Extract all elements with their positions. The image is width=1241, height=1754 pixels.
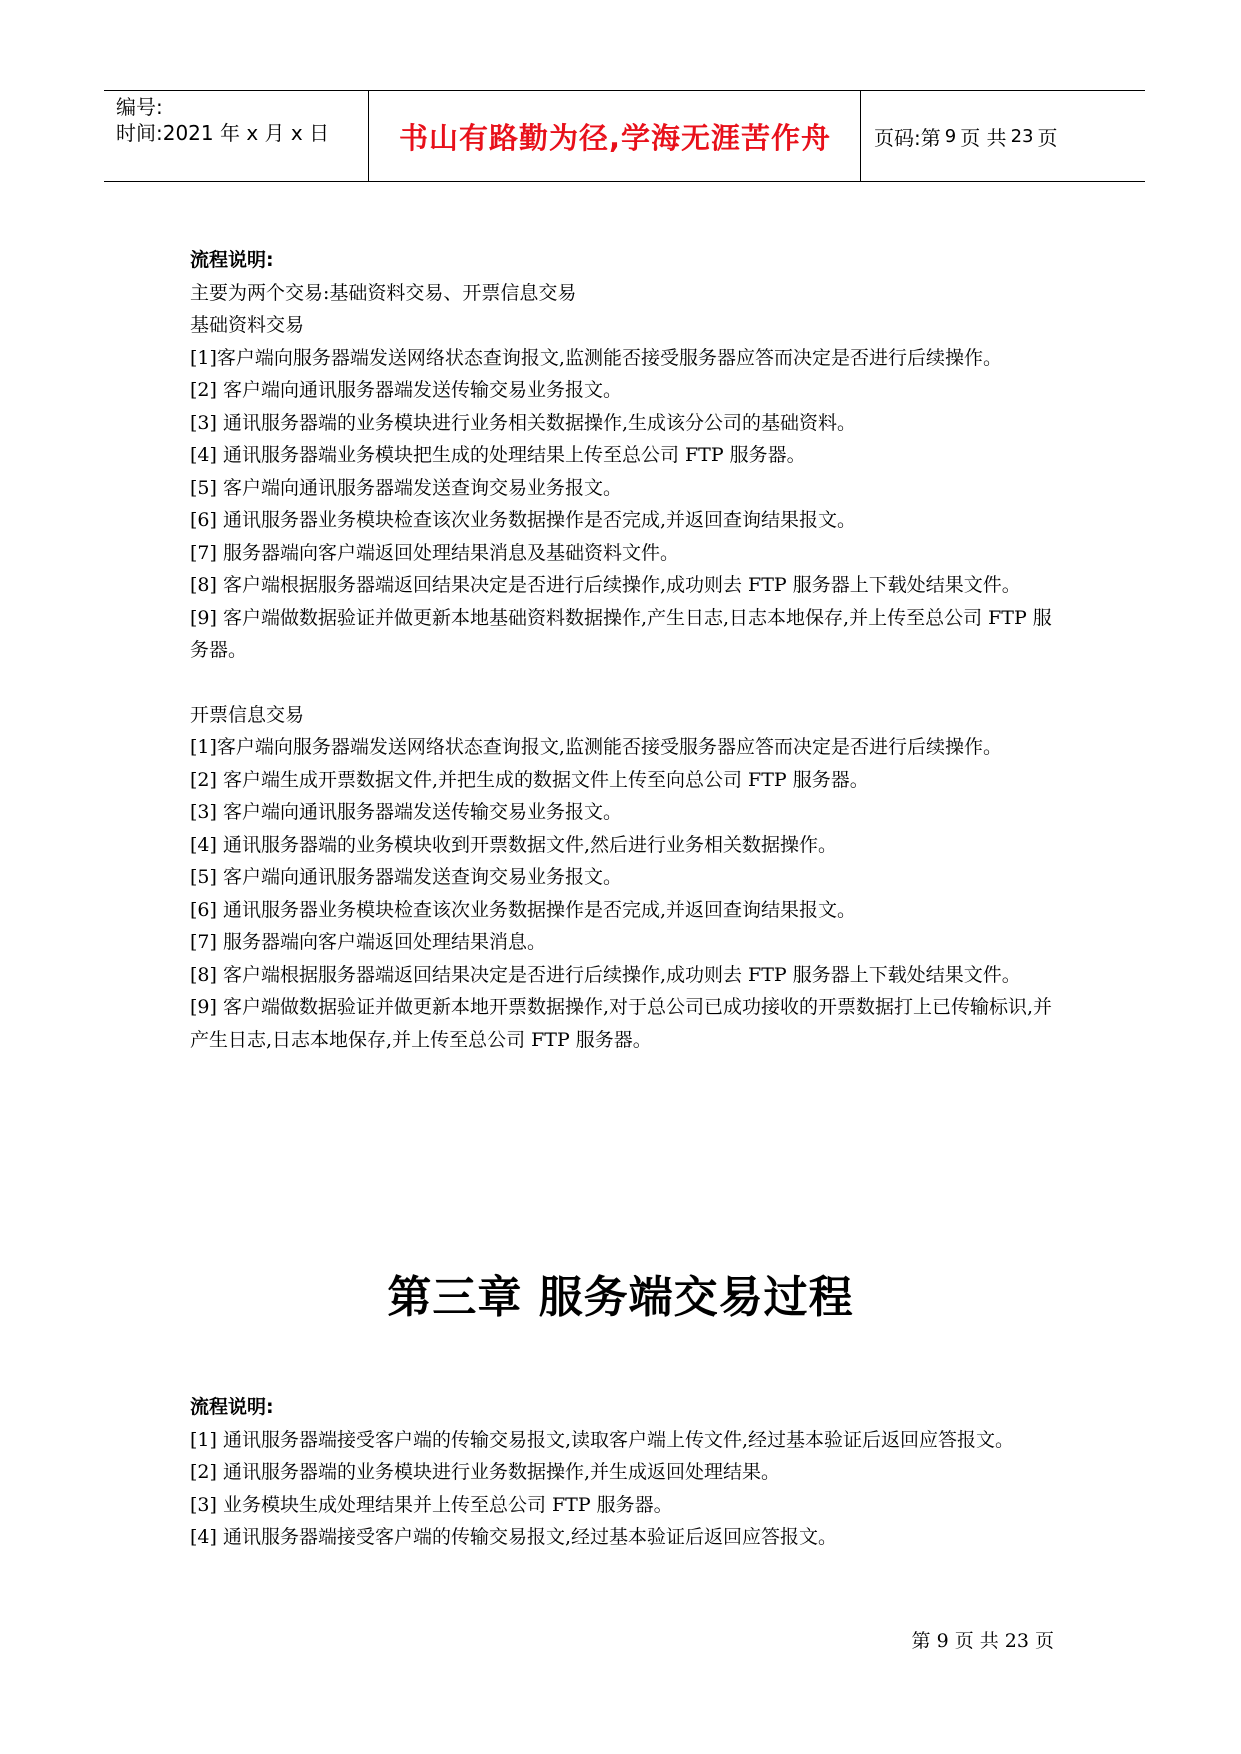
section-intro: 主要为两个交易:基础资料交易、开票信息交易 — [190, 281, 577, 304]
section-server-flow — [190, 1391, 1070, 1554]
invoice-heading: 开票信息交易 — [190, 703, 305, 726]
server-steps-list — [190, 1424, 1070, 1554]
page-prefix: 页码:第 — [874, 125, 941, 150]
step-item: [6] 通讯服务器业务模块检查该次业务数据操作是否完成,并返回查询结果报文。 — [190, 898, 856, 921]
header-divider — [368, 91, 369, 181]
step-item: [3] 通讯服务器端的业务模块进行业务相关数据操作,生成该分公司的基础资料。 — [190, 411, 856, 434]
step-item: [8] 客户端根据服务器端返回结果决定是否进行后续操作,成功则去 FTP 服务器上下载处结果文件。 — [190, 574, 1021, 596]
section-title: 流程说明: — [190, 249, 274, 271]
header-motto: 书山有路勤为径,学海无涯苦作舟 — [398, 120, 832, 155]
spacer — [190, 667, 1070, 699]
step-item: [4] 通讯服务器端业务模块把生成的处理结果上传至总公司 FTP 服务器。 — [190, 444, 806, 466]
step-item: [5] 客户端向通讯服务器端发送查询交易业务报文。 — [190, 476, 622, 499]
header-page-number — [874, 91, 1057, 181]
step-item: [3] 业务模块生成处理结果并上传至总公司 FTP 服务器。 — [190, 1493, 673, 1516]
step-item: [5] 客户端向通讯服务器端发送查询交易业务报文。 — [190, 866, 622, 888]
basic-steps-list — [190, 342, 1070, 667]
step-item: [9] 客户端做数据验证并做更新本地开票数据操作,对于总公司已成功接收的开票数据打上已传输标识,并产生日志,日志本地保存,并上传至总公司 FTP 服务器。 — [190, 996, 1053, 1051]
step-item: [4] 通讯服务器端接受客户端的传输交易报文,经过基本验证后返回应答报文。 — [190, 1526, 837, 1548]
step-item: [6] 通讯服务器业务模块检查该次业务数据操作是否完成,并返回查询结果报文。 — [190, 509, 856, 531]
page-total: 23 — [1010, 125, 1034, 147]
step-item: [7] 服务器端向客户端返回处理结果消息及基础资料文件。 — [190, 541, 679, 564]
step-item: [2] 客户端生成开票数据文件,并把生成的数据文件上传至向总公司 FTP 服务器。 — [190, 768, 869, 791]
invoice-steps-list — [190, 731, 1070, 1056]
basic-heading: 基础资料交易 — [190, 314, 305, 336]
step-item: [7] 服务器端向客户端返回处理结果消息。 — [190, 931, 546, 953]
chapter-title: 第三章 服务端交易过程 — [387, 1272, 854, 1323]
header-divider — [860, 91, 861, 181]
step-item: [2] 通讯服务器端的业务模块进行业务数据操作,并生成返回处理结果。 — [190, 1461, 780, 1483]
section-client-flow — [190, 244, 1070, 1056]
header-meta — [116, 91, 366, 181]
page-suffix: 页 — [1037, 125, 1058, 150]
step-item: [1]客户端向服务器端发送网络状态查询报文,监测能否接受服务器应答而决定是否进行后续操作。 — [190, 346, 1002, 369]
step-item: [2] 客户端向通讯服务器端发送传输交易业务报文。 — [190, 379, 622, 401]
time-label: 时间:2021 年 x 月 x 日 — [116, 121, 330, 145]
step-item: [9] 客户端做数据验证并做更新本地基础资料数据操作,产生日志,日志本地保存,并上传至总公司 FTP 服务器。 — [190, 606, 1052, 661]
step-item: [4] 通讯服务器端的业务模块收到开票数据文件,然后进行业务相关数据操作。 — [190, 833, 837, 856]
page-current: 9 — [944, 125, 957, 147]
page-middle: 页 共 — [960, 125, 1007, 150]
section-title: 流程说明: — [190, 1396, 274, 1418]
step-item: [1]客户端向服务器端发送网络状态查询报文,监测能否接受服务器应答而决定是否进行后续操作。 — [190, 736, 1002, 758]
serial-label: 编号: — [116, 95, 163, 119]
step-item: [1] 通讯服务器端接受客户端的传输交易报文,读取客户端上传文件,经过基本验证后返回应答报文。 — [190, 1428, 1015, 1451]
step-item: [8] 客户端根据服务器端返回结果决定是否进行后续操作,成功则去 FTP 服务器上下载处结果文件。 — [190, 963, 1021, 986]
page-header — [104, 90, 1145, 182]
step-item: [3] 客户端向通讯服务器端发送传输交易业务报文。 — [190, 801, 622, 823]
page-footer: 第 9 页 共 23 页 — [911, 1630, 1054, 1652]
